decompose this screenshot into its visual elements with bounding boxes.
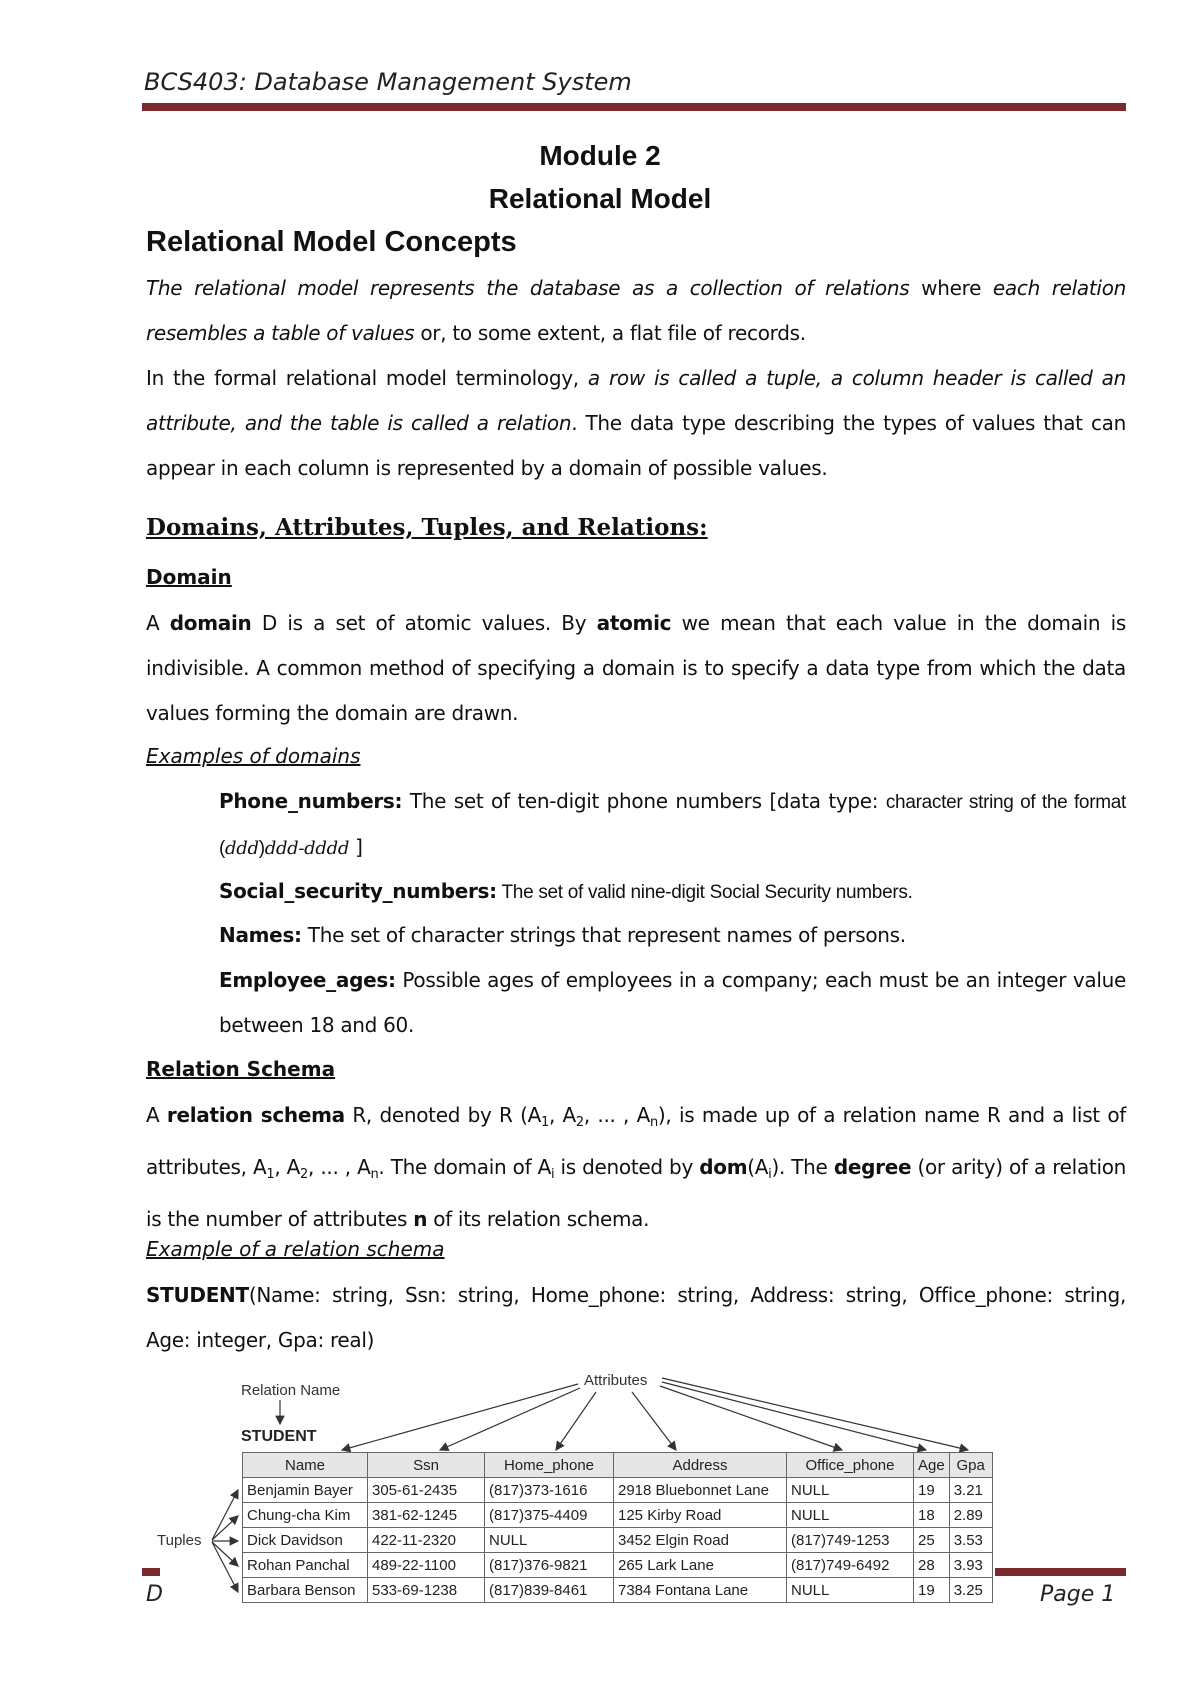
section-heading-domains: Domains, Attributes, Tuples, and Relations: bbox=[146, 514, 708, 541]
column-header: Home_phone bbox=[485, 1453, 614, 1478]
schema-b4: n bbox=[413, 1207, 428, 1231]
table-cell: 3.21 bbox=[949, 1478, 992, 1503]
intro-p1-italic: The relational model represents the database as a collection of relations bbox=[146, 276, 910, 300]
table-cell: (817)376-9821 bbox=[485, 1553, 614, 1578]
intro-p2-rest: . The data type describing the types of values that can appear in each column is represented by a domain of possible values. bbox=[146, 411, 1126, 480]
column-header: Office_phone bbox=[787, 1453, 914, 1478]
table-header-row bbox=[243, 1453, 993, 1478]
table-cell: NULL bbox=[787, 1478, 914, 1503]
column-header: Ssn bbox=[368, 1453, 485, 1478]
page-number: Page 1 bbox=[1040, 1582, 1116, 1607]
examples-heading: Examples of domains bbox=[146, 744, 361, 768]
table-cell: 305-61-2435 bbox=[368, 1478, 485, 1503]
table-cell: Rohan Panchal bbox=[243, 1553, 368, 1578]
table-cell: Benjamin Bayer bbox=[243, 1478, 368, 1503]
relation-schema-heading: Relation Schema bbox=[146, 1057, 336, 1081]
schema-b1: relation schema bbox=[166, 1103, 345, 1127]
intro-p2-italic: a row is called a tuple, a column header is called an attribute, and the table is called a relation bbox=[146, 366, 1127, 435]
intro-p2-start: In the formal relational model terminology, bbox=[146, 366, 588, 390]
tuples-label: Tuples bbox=[157, 1532, 202, 1549]
table-cell: Dick Davidson bbox=[243, 1528, 368, 1553]
table-cell: (817)749-1253 bbox=[787, 1528, 914, 1553]
domain-text-1: A bbox=[146, 611, 170, 635]
footer-rule-left bbox=[142, 1568, 160, 1576]
header-rule bbox=[142, 103, 1126, 111]
table-cell: 2918 Bluebonnet Lane bbox=[614, 1478, 787, 1503]
attributes-label: Attributes bbox=[584, 1372, 648, 1389]
table-cell: (817)839-8461 bbox=[485, 1578, 614, 1603]
table-cell: (817)373-1616 bbox=[485, 1478, 614, 1503]
table-cell: 3452 Elgin Road bbox=[614, 1528, 787, 1553]
schema-b2: dom bbox=[699, 1155, 748, 1179]
example-ssn bbox=[219, 869, 1126, 915]
table-cell: 381-62-1245 bbox=[368, 1503, 485, 1528]
table-cell: Barbara Benson bbox=[243, 1578, 368, 1603]
column-header: Name bbox=[243, 1453, 368, 1478]
schema-s2: 2 bbox=[575, 1115, 584, 1130]
header-title: BCS403: Database Management System bbox=[144, 68, 632, 96]
table-cell: (817)749-6492 bbox=[787, 1553, 914, 1578]
example-names bbox=[219, 913, 1126, 958]
schema-t10: (A bbox=[747, 1155, 769, 1179]
table-cell: 265 Lark Lane bbox=[614, 1553, 787, 1578]
schema-b3: degree bbox=[833, 1155, 912, 1179]
schema-t6: , A bbox=[274, 1155, 301, 1179]
schema-s6: n bbox=[370, 1167, 379, 1182]
schema-example-text bbox=[146, 1273, 1126, 1363]
table-cell: 125 Kirby Road bbox=[614, 1503, 787, 1528]
chapter-title: Relational Model bbox=[488, 183, 712, 214]
section-heading-concepts: Relational Model Concepts bbox=[146, 226, 517, 258]
domain-text-2: D is a set of atomic values. By bbox=[251, 611, 597, 635]
schema-t8: . The domain of A bbox=[378, 1155, 551, 1179]
table-cell: NULL bbox=[787, 1578, 914, 1603]
table-cell: NULL bbox=[787, 1503, 914, 1528]
intro-p1-rest: or, to some extent, a flat file of records. bbox=[414, 321, 806, 345]
schema-s7: i bbox=[550, 1167, 555, 1182]
phone-format-2: ) bbox=[258, 838, 265, 859]
intro-paragraph-2 bbox=[146, 356, 1126, 491]
schema-s1: 1 bbox=[540, 1115, 549, 1130]
intro-paragraph-1 bbox=[146, 266, 1126, 356]
schema-t3: , A bbox=[548, 1103, 576, 1127]
table-row bbox=[243, 1578, 993, 1603]
domain-heading: Domain bbox=[146, 565, 232, 589]
example-phone-numbers bbox=[219, 779, 1126, 871]
column-header: Age bbox=[914, 1453, 950, 1478]
domain-bold-2: atomic bbox=[596, 611, 672, 635]
schema-t12: (or arity) of a relation is the number of attributes bbox=[146, 1155, 1127, 1231]
column-header: Address bbox=[614, 1453, 787, 1478]
table-row bbox=[243, 1553, 993, 1578]
domain-paragraph bbox=[146, 601, 1126, 736]
table-cell: 25 bbox=[914, 1528, 950, 1553]
schema-t5: ), is made up of a relation name R and a list of attributes, A bbox=[146, 1103, 1127, 1179]
phone-arial-text: character string of the format ( bbox=[219, 792, 1126, 859]
table-cell: 3.53 bbox=[949, 1528, 992, 1553]
schema-t9: is denoted by bbox=[554, 1155, 700, 1179]
schema-example-bold: STUDENT bbox=[146, 1283, 249, 1307]
example-employee-ages bbox=[219, 958, 1126, 1048]
table-cell: 2.89 bbox=[949, 1503, 992, 1528]
footer-left-text: D bbox=[146, 1582, 163, 1607]
phone-text: The set of ten-digit phone numbers [data type: bbox=[402, 789, 886, 813]
table-cell: 18 bbox=[914, 1503, 950, 1528]
ssn-label: Social_security_numbers: bbox=[219, 879, 497, 903]
relation-name: STUDENT bbox=[241, 1428, 317, 1445]
intro-p1-where: where bbox=[909, 276, 993, 300]
table-cell: 422-11-2320 bbox=[368, 1528, 485, 1553]
table-row bbox=[243, 1503, 993, 1528]
schema-t7: , ... , A bbox=[308, 1155, 371, 1179]
schema-s4: 1 bbox=[266, 1167, 275, 1182]
relation-name-label: Relation Name bbox=[241, 1382, 341, 1399]
table-row bbox=[243, 1528, 993, 1553]
names-text: The set of character strings that represent names of persons. bbox=[301, 923, 906, 947]
phone-end: ] bbox=[349, 835, 363, 859]
table-cell: 533-69-1238 bbox=[368, 1578, 485, 1603]
table-cell: NULL bbox=[485, 1528, 614, 1553]
phone-label: Phone_numbers: bbox=[219, 789, 403, 813]
table-cell: 7384 Fontana Lane bbox=[614, 1578, 787, 1603]
schema-t11: ). The bbox=[771, 1155, 834, 1179]
schema-t13: of its relation schema. bbox=[427, 1207, 650, 1231]
phone-format-1: ddd bbox=[225, 838, 259, 859]
footer-rule-right bbox=[995, 1568, 1126, 1576]
domain-bold-1: domain bbox=[169, 611, 252, 635]
table-cell: 19 bbox=[914, 1578, 950, 1603]
phone-format-3: ddd-dddd bbox=[264, 838, 350, 859]
table-cell: Chung-cha Kim bbox=[243, 1503, 368, 1528]
domain-text-3: we mean that each value in the domain is indivisible. A common method of specifying a domain is to specify a data type from which the data values forming the domain are drawn. bbox=[146, 611, 1126, 725]
table-cell: 3.25 bbox=[949, 1578, 992, 1603]
module-title: Module 2 bbox=[539, 140, 661, 171]
table-cell: 489-22-1100 bbox=[368, 1553, 485, 1578]
ages-text: Possible ages of employees in a company; each must be an integer value between 18 and 60. bbox=[219, 968, 1126, 1037]
schema-example-heading: Example of a relation schema bbox=[146, 1237, 445, 1261]
intro-p1-italic2: each relation resembles a table of values bbox=[146, 276, 1127, 345]
table-cell: (817)375-4409 bbox=[485, 1503, 614, 1528]
table-row bbox=[243, 1478, 993, 1503]
relation-schema-paragraph bbox=[146, 1093, 1126, 1242]
names-label: Names: bbox=[219, 923, 302, 947]
table-cell: 3.93 bbox=[949, 1553, 992, 1578]
schema-t2: R, denoted by R (A bbox=[344, 1103, 541, 1127]
table-cell: 19 bbox=[914, 1478, 950, 1503]
schema-example-rest: (Name: string, Ssn: string, Home_phone: string, Address: string, Office_phone: string, Age: integer, Gpa: real) bbox=[146, 1283, 1126, 1352]
schema-t1: A bbox=[146, 1103, 167, 1127]
table-cell: 28 bbox=[914, 1553, 950, 1578]
schema-s5: 2 bbox=[300, 1167, 309, 1182]
schema-t4: , ... , A bbox=[583, 1103, 650, 1127]
ssn-text: The set of valid nine-digit Social Security numbers. bbox=[496, 882, 913, 903]
schema-s8: i bbox=[768, 1167, 772, 1182]
ages-label: Employee_ages: bbox=[219, 968, 396, 992]
schema-s3: n bbox=[649, 1115, 658, 1130]
student-relation-table bbox=[242, 1452, 993, 1603]
column-header: Gpa bbox=[949, 1453, 992, 1478]
